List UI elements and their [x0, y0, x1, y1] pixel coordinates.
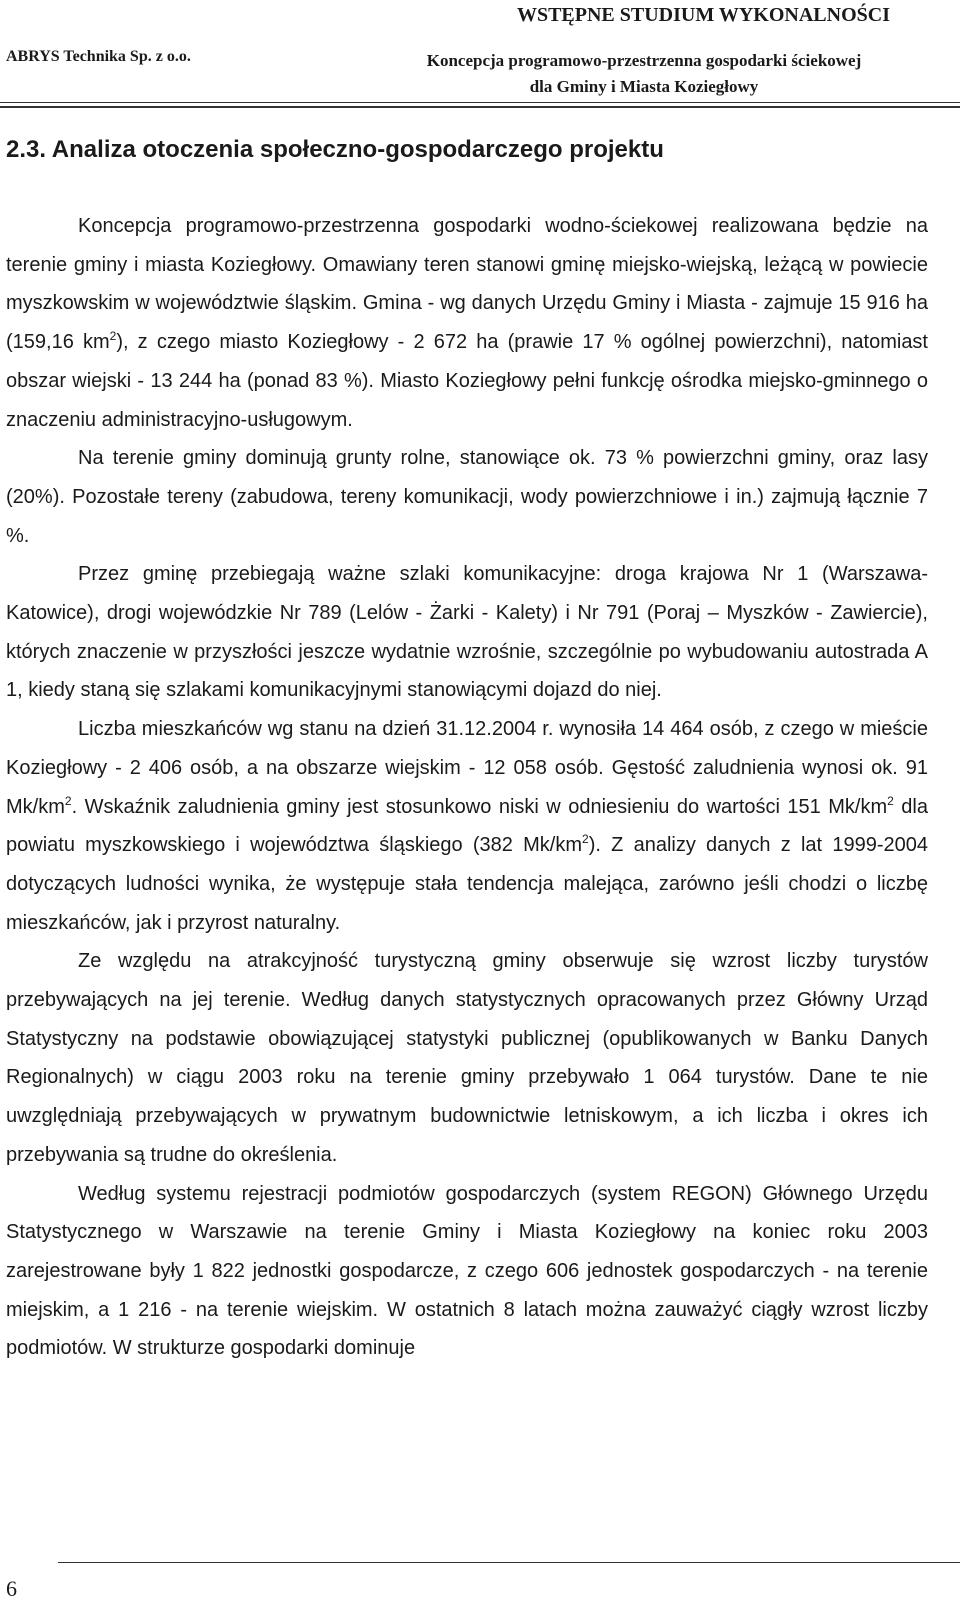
paragraph-area — [6, 207, 928, 439]
superscript: 2 — [64, 793, 72, 808]
paragraph-text: ), z czego miasto Koziegłowy - 2 672 ha (prawie 17 % ogólnej powierzchni), natomiast obszar wiejski - 13 244 ha (ponad 83 %). Miasto Koziegłowy pełni funkcję ośrodka miejsko-gminnego o znaczeniu administracyjno-usługowym. — [6, 331, 928, 431]
paragraph-transport: Przez gminę przebiegają ważne szlaki komunikacyjne: droga krajowa Nr 1 (Warszawa- Katowice), drogi wojewódzkie Nr 789 (Lelów - Żarki - Kalety) i Nr 791 (Poraj – Myszków - Zawiercie), których znaczenie w przyszłości jeszcze wydatnie wzrośnie, szczególnie po wybudowaniu autostrada A 1, kiedy staną się szlakami komunikacyjnymi stanowiącymi dojazd do niej. — [6, 563, 928, 702]
header-document-title-line2: dla Gminy i Miasta Koziegłowy — [529, 77, 759, 96]
superscript: 2 — [582, 832, 589, 847]
paragraph-text: ). Z analizy danych z lat 1999-2004 dotyczących ludności wynika, że występuje stała tendencja malejąca, zarówno jeśli chodzi o liczbę mieszkańców, jak i przyrost naturalny. — [6, 834, 928, 934]
paragraph-economy: Według systemu rejestracji podmiotów gospodarczych (system REGON) Głównego Urzędu Statystycznego w Warszawie na terenie Gminy i Miasta Koziegłowy na koniec roku 2003 zarejestrowane były 1 822 jednostki gospodarcze, z czego 606 jednostek gospodarczych - na terenie miejskim, a 1 216 - na terenie wiejskim. W ostatnich 8 latach można zauważyć ciągły wzrost liczby podmiotów. W strukturze gospodarki dominuje — [6, 1182, 928, 1360]
superscript: 2 — [887, 793, 894, 808]
footer-divider — [58, 1562, 960, 1563]
header-divider-thick — [0, 106, 960, 108]
paragraph-land-use: Na terenie gminy dominują grunty rolne, stanowiące ok. 73 % powierzchni gminy, oraz lasy (20%). Pozostałe tereny (zabudowa, tereny komunikacji, wody powierzchniowe i in.) zajmują łącznie 7 %. — [6, 447, 928, 547]
section-heading: 2.3. Analiza otoczenia społeczno-gospodarczego projektu — [6, 136, 664, 163]
paragraph-text: Liczba mieszkańców wg stanu na dzień 31.12.2004 r. wynosiła 14 464 osób, z czego w mieście Koziegłowy - 2 406 osób, a na obszarze wiejskim - 12 058 osób. Gęstość zaludnienia wynosi ok. 91 Mk/km — [6, 718, 928, 818]
header-company-name: ABRYS Technika Sp. z o.o. — [6, 48, 191, 65]
paragraph-text: . Wskaźnik zaludnienia gminy jest stosunkowo niski w odniesieniu do wartości 151 Mk/km — [71, 795, 888, 818]
header-divider-thin — [0, 102, 960, 103]
paragraph-population — [6, 710, 928, 942]
header-study-title: WSTĘPNE STUDIUM WYKONALNOŚCI — [516, 4, 890, 26]
header-document-title — [374, 48, 914, 100]
paragraph-tourism: Ze względu na atrakcyjność turystyczną gminy obserwuje się wzrost liczby turystów przebywających na jej terenie. Według danych statystycznych opracowanych przez Główny Urząd Statystyczny na podstawie obowiązującej statystyki publicznej (opublikowanych w Banku Danych Regionalnych) w ciągu 2003 roku na terenie gminy przebywało 1 064 turystów. Dane te nie uwzględniają przebywających w prywatnym budownictwie letniskowym, a ich liczba i okres ich przebywania są trudne do określenia. — [6, 950, 928, 1166]
page-number: 6 — [6, 1576, 17, 1601]
header-document-title-line1: Koncepcja programowo-przestrzenna gospodarki ściekowej — [426, 51, 862, 70]
document-body — [6, 207, 928, 1368]
superscript: 2 — [109, 329, 117, 344]
paragraph-text: dla powiatu myszkowskiego i województwa śląskiego (382 Mk/km — [6, 795, 928, 857]
paragraph-text: Koncepcja programowo-przestrzenna gospodarki wodno-ściekowej realizowana będzie na terenie gminy i miasta Koziegłowy. Omawiany teren stanowi gminę miejsko-wiejską, leżącą w powiecie myszkowskim w województwie śląskim. Gmina - wg danych Urzędu Gminy i Miasta - zajmuje 15 916 ha (159,16 km — [6, 215, 928, 354]
